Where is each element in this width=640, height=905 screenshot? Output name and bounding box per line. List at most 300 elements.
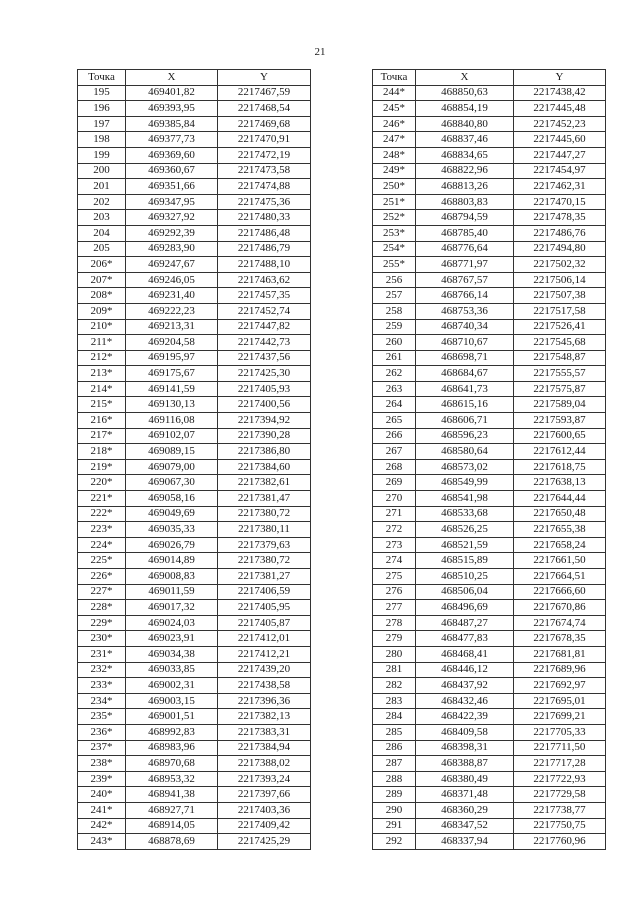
table-row (78, 397, 311, 413)
point-cell: 271 (373, 506, 416, 522)
table-row (78, 740, 311, 756)
point-cell: 232* (78, 662, 126, 678)
table-row (373, 179, 606, 195)
table-row (78, 459, 311, 475)
table-row (373, 459, 606, 475)
x-cell: 468767,57 (416, 272, 514, 288)
x-cell: 468837,46 (416, 132, 514, 148)
y-cell: 2217507,38 (514, 288, 606, 304)
table-row (78, 802, 311, 818)
x-cell: 468533,68 (416, 506, 514, 522)
point-cell: 240* (78, 787, 126, 803)
coordinates-table-left (77, 69, 311, 850)
table-row (373, 818, 606, 834)
y-cell: 2217445,48 (514, 101, 606, 117)
point-cell: 266 (373, 428, 416, 444)
point-cell: 219* (78, 459, 126, 475)
y-cell: 2217447,27 (514, 147, 606, 163)
x-cell: 469401,82 (126, 85, 218, 101)
x-cell: 469023,91 (126, 631, 218, 647)
y-cell: 2217467,59 (218, 85, 311, 101)
point-cell: 288 (373, 771, 416, 787)
table-row (373, 678, 606, 694)
y-cell: 2217506,14 (514, 272, 606, 288)
x-cell: 468840,80 (416, 116, 514, 132)
y-cell: 2217670,86 (514, 600, 606, 616)
point-cell: 202 (78, 194, 126, 210)
point-cell: 231* (78, 646, 126, 662)
table-row (78, 553, 311, 569)
x-cell: 469008,83 (126, 569, 218, 585)
point-cell: 234* (78, 693, 126, 709)
point-cell: 200 (78, 163, 126, 179)
point-cell: 292 (373, 834, 416, 850)
y-cell: 2217729,58 (514, 787, 606, 803)
y-cell: 2217486,48 (218, 225, 311, 241)
point-cell: 279 (373, 631, 416, 647)
point-cell: 253* (373, 225, 416, 241)
point-cell: 274 (373, 553, 416, 569)
y-cell: 2217575,87 (514, 381, 606, 397)
table-row (373, 740, 606, 756)
x-cell: 469001,51 (126, 709, 218, 725)
y-cell: 2217502,32 (514, 257, 606, 273)
table-row (78, 771, 311, 787)
table-row (78, 569, 311, 585)
table-row (373, 225, 606, 241)
table-row (78, 225, 311, 241)
table-row (373, 319, 606, 335)
x-cell: 468878,69 (126, 834, 218, 850)
y-cell: 2217711,50 (514, 740, 606, 756)
x-cell: 468753,36 (416, 303, 514, 319)
y-cell: 2217664,51 (514, 569, 606, 585)
table-row (78, 475, 311, 491)
y-cell: 2217692,97 (514, 678, 606, 694)
table-row (373, 241, 606, 257)
point-cell: 220* (78, 475, 126, 491)
point-cell: 256 (373, 272, 416, 288)
point-cell: 229* (78, 615, 126, 631)
table-header-row (78, 70, 311, 86)
table-row (373, 147, 606, 163)
x-cell: 469079,00 (126, 459, 218, 475)
table-row (373, 132, 606, 148)
x-cell: 469327,92 (126, 210, 218, 226)
y-cell: 2217386,80 (218, 444, 311, 460)
point-cell: 257 (373, 288, 416, 304)
table-row (373, 631, 606, 647)
point-cell: 244* (373, 85, 416, 101)
y-cell: 2217406,59 (218, 584, 311, 600)
y-cell: 2217717,28 (514, 756, 606, 772)
table-body-right (373, 85, 606, 849)
table-row (78, 787, 311, 803)
x-cell: 468776,64 (416, 241, 514, 257)
y-cell: 2217545,68 (514, 335, 606, 351)
x-cell: 469049,69 (126, 506, 218, 522)
point-cell: 227* (78, 584, 126, 600)
y-cell: 2217396,36 (218, 693, 311, 709)
table-row (78, 646, 311, 662)
point-cell: 198 (78, 132, 126, 148)
y-cell: 2217658,24 (514, 537, 606, 553)
x-cell: 468813,26 (416, 179, 514, 195)
x-cell: 469058,16 (126, 491, 218, 507)
y-cell: 2217655,38 (514, 522, 606, 538)
x-cell: 468409,58 (416, 724, 514, 740)
x-cell: 469034,38 (126, 646, 218, 662)
y-cell: 2217681,81 (514, 646, 606, 662)
table-row (373, 834, 606, 850)
y-cell: 2217383,31 (218, 724, 311, 740)
x-cell: 469204,58 (126, 335, 218, 351)
point-cell: 252* (373, 210, 416, 226)
point-cell: 225* (78, 553, 126, 569)
y-cell: 2217650,48 (514, 506, 606, 522)
y-cell: 2217470,91 (218, 132, 311, 148)
x-cell: 468615,16 (416, 397, 514, 413)
x-cell: 469067,30 (126, 475, 218, 491)
point-cell: 210* (78, 319, 126, 335)
point-cell: 239* (78, 771, 126, 787)
table-row (373, 491, 606, 507)
point-cell: 267 (373, 444, 416, 460)
table-row (78, 194, 311, 210)
point-cell: 213* (78, 366, 126, 382)
y-cell: 2217488,10 (218, 257, 311, 273)
y-cell: 2217463,62 (218, 272, 311, 288)
header-x: X (416, 70, 514, 86)
table-row (373, 537, 606, 553)
y-cell: 2217403,36 (218, 802, 311, 818)
x-cell: 468337,94 (416, 834, 514, 850)
x-cell: 469024,03 (126, 615, 218, 631)
point-cell: 199 (78, 147, 126, 163)
y-cell: 2217589,04 (514, 397, 606, 413)
table-row (373, 693, 606, 709)
x-cell: 468970,68 (126, 756, 218, 772)
y-cell: 2217405,93 (218, 381, 311, 397)
y-cell: 2217382,61 (218, 475, 311, 491)
table-row (373, 787, 606, 803)
y-cell: 2217480,33 (218, 210, 311, 226)
x-cell: 469175,67 (126, 366, 218, 382)
point-cell: 285 (373, 724, 416, 740)
y-cell: 2217644,44 (514, 491, 606, 507)
x-cell: 469369,60 (126, 147, 218, 163)
y-cell: 2217555,57 (514, 366, 606, 382)
point-cell: 224* (78, 537, 126, 553)
table-row (78, 147, 311, 163)
table-row (78, 834, 311, 850)
x-cell: 468822,96 (416, 163, 514, 179)
table-row (373, 381, 606, 397)
x-cell: 468510,25 (416, 569, 514, 585)
point-cell: 195 (78, 85, 126, 101)
table-row (373, 85, 606, 101)
point-cell: 258 (373, 303, 416, 319)
table-row (78, 179, 311, 195)
point-cell: 238* (78, 756, 126, 772)
table-row (373, 615, 606, 631)
y-cell: 2217405,87 (218, 615, 311, 631)
y-cell: 2217437,56 (218, 350, 311, 366)
point-cell: 286 (373, 740, 416, 756)
x-cell: 469385,84 (126, 116, 218, 132)
x-cell: 468573,02 (416, 459, 514, 475)
point-cell: 243* (78, 834, 126, 850)
x-cell: 468580,64 (416, 444, 514, 460)
y-cell: 2217409,42 (218, 818, 311, 834)
x-cell: 468941,38 (126, 787, 218, 803)
y-cell: 2217661,50 (514, 553, 606, 569)
x-cell: 469347,95 (126, 194, 218, 210)
x-cell: 468515,89 (416, 553, 514, 569)
y-cell: 2217674,74 (514, 615, 606, 631)
y-cell: 2217462,31 (514, 179, 606, 195)
point-cell: 273 (373, 537, 416, 553)
x-cell: 468794,59 (416, 210, 514, 226)
table-row (78, 241, 311, 257)
x-cell: 468803,83 (416, 194, 514, 210)
x-cell: 468388,87 (416, 756, 514, 772)
table-row (78, 506, 311, 522)
header-y: Y (514, 70, 606, 86)
table-row (78, 319, 311, 335)
table-row (373, 257, 606, 273)
y-cell: 2217381,27 (218, 569, 311, 585)
point-cell: 276 (373, 584, 416, 600)
y-cell: 2217439,20 (218, 662, 311, 678)
x-cell: 469011,59 (126, 584, 218, 600)
x-cell: 469283,90 (126, 241, 218, 257)
x-cell: 468506,04 (416, 584, 514, 600)
x-cell: 468347,52 (416, 818, 514, 834)
x-cell: 469231,40 (126, 288, 218, 304)
point-cell: 270 (373, 491, 416, 507)
table-row (78, 662, 311, 678)
point-cell: 197 (78, 116, 126, 132)
point-cell: 230* (78, 631, 126, 647)
point-cell: 248* (373, 147, 416, 163)
x-cell: 468684,67 (416, 366, 514, 382)
x-cell: 468422,39 (416, 709, 514, 725)
point-cell: 233* (78, 678, 126, 694)
table-row (78, 724, 311, 740)
x-cell: 468850,63 (416, 85, 514, 101)
point-cell: 291 (373, 818, 416, 834)
y-cell: 2217382,13 (218, 709, 311, 725)
x-cell: 468740,34 (416, 319, 514, 335)
point-cell: 277 (373, 600, 416, 616)
y-cell: 2217425,30 (218, 366, 311, 382)
x-cell: 468446,12 (416, 662, 514, 678)
header-point: Точка (78, 70, 126, 86)
x-cell: 468785,40 (416, 225, 514, 241)
point-cell: 262 (373, 366, 416, 382)
table-row (78, 537, 311, 553)
table-row (373, 756, 606, 772)
table-row (78, 756, 311, 772)
y-cell: 2217469,68 (218, 116, 311, 132)
point-cell: 275 (373, 569, 416, 585)
y-cell: 2217390,28 (218, 428, 311, 444)
y-cell: 2217381,47 (218, 491, 311, 507)
y-cell: 2217452,23 (514, 116, 606, 132)
y-cell: 2217494,80 (514, 241, 606, 257)
point-cell: 208* (78, 288, 126, 304)
table-row (373, 335, 606, 351)
table-row (373, 444, 606, 460)
y-cell: 2217474,88 (218, 179, 311, 195)
y-cell: 2217384,94 (218, 740, 311, 756)
y-cell: 2217695,01 (514, 693, 606, 709)
y-cell: 2217638,13 (514, 475, 606, 491)
point-cell: 235* (78, 709, 126, 725)
table-row (78, 693, 311, 709)
point-cell: 281 (373, 662, 416, 678)
point-cell: 284 (373, 709, 416, 725)
point-cell: 254* (373, 241, 416, 257)
x-cell: 469026,79 (126, 537, 218, 553)
point-cell: 269 (373, 475, 416, 491)
point-cell: 206* (78, 257, 126, 273)
table-row (373, 350, 606, 366)
page-number: 21 (314, 46, 326, 58)
header-y: Y (218, 70, 311, 86)
point-cell: 282 (373, 678, 416, 694)
table-row (78, 350, 311, 366)
table-row (78, 600, 311, 616)
table-body-left (78, 85, 311, 849)
y-cell: 2217689,96 (514, 662, 606, 678)
point-cell: 218* (78, 444, 126, 460)
x-cell: 468927,71 (126, 802, 218, 818)
x-cell: 469002,31 (126, 678, 218, 694)
x-cell: 468641,73 (416, 381, 514, 397)
table-row (373, 428, 606, 444)
x-cell: 469003,15 (126, 693, 218, 709)
coordinates-table-right (372, 69, 606, 850)
point-cell: 237* (78, 740, 126, 756)
point-cell: 247* (373, 132, 416, 148)
table-row (373, 303, 606, 319)
table-row (373, 569, 606, 585)
point-cell: 209* (78, 303, 126, 319)
x-cell: 469130,13 (126, 397, 218, 413)
table-row (373, 272, 606, 288)
table-row (373, 288, 606, 304)
point-cell: 228* (78, 600, 126, 616)
table-row (373, 662, 606, 678)
x-cell: 469033,85 (126, 662, 218, 678)
table-row (373, 210, 606, 226)
table-row (78, 303, 311, 319)
point-cell: 241* (78, 802, 126, 818)
y-cell: 2217722,93 (514, 771, 606, 787)
point-cell: 268 (373, 459, 416, 475)
point-cell: 242* (78, 818, 126, 834)
y-cell: 2217457,35 (218, 288, 311, 304)
x-cell: 469377,73 (126, 132, 218, 148)
x-cell: 468380,49 (416, 771, 514, 787)
y-cell: 2217380,72 (218, 506, 311, 522)
y-cell: 2217472,19 (218, 147, 311, 163)
point-cell: 211* (78, 335, 126, 351)
x-cell: 468766,14 (416, 288, 514, 304)
y-cell: 2217384,60 (218, 459, 311, 475)
table-row (373, 522, 606, 538)
x-cell: 468432,46 (416, 693, 514, 709)
point-cell: 205 (78, 241, 126, 257)
point-cell: 272 (373, 522, 416, 538)
y-cell: 2217618,75 (514, 459, 606, 475)
y-cell: 2217593,87 (514, 413, 606, 429)
table-row (78, 491, 311, 507)
table-row (373, 366, 606, 382)
y-cell: 2217405,95 (218, 600, 311, 616)
y-cell: 2217486,79 (218, 241, 311, 257)
point-cell: 226* (78, 569, 126, 585)
table-row (373, 163, 606, 179)
point-cell: 245* (373, 101, 416, 117)
table-row (373, 101, 606, 117)
x-cell: 468914,05 (126, 818, 218, 834)
point-cell: 236* (78, 724, 126, 740)
table-row (373, 646, 606, 662)
x-cell: 468698,71 (416, 350, 514, 366)
point-cell: 289 (373, 787, 416, 803)
table-row (78, 818, 311, 834)
x-cell: 468371,48 (416, 787, 514, 803)
table-row (78, 85, 311, 101)
x-cell: 468596,23 (416, 428, 514, 444)
y-cell: 2217388,02 (218, 756, 311, 772)
y-cell: 2217738,77 (514, 802, 606, 818)
point-cell: 249* (373, 163, 416, 179)
point-cell: 214* (78, 381, 126, 397)
point-cell: 280 (373, 646, 416, 662)
y-cell: 2217666,60 (514, 584, 606, 600)
y-cell: 2217438,42 (514, 85, 606, 101)
table-row (78, 631, 311, 647)
y-cell: 2217380,72 (218, 553, 311, 569)
y-cell: 2217412,01 (218, 631, 311, 647)
x-cell: 469360,67 (126, 163, 218, 179)
y-cell: 2217400,56 (218, 397, 311, 413)
y-cell: 2217442,73 (218, 335, 311, 351)
x-cell: 468477,83 (416, 631, 514, 647)
point-cell: 196 (78, 101, 126, 117)
table-row (373, 506, 606, 522)
table-row (373, 397, 606, 413)
x-cell: 468606,71 (416, 413, 514, 429)
y-cell: 2217486,76 (514, 225, 606, 241)
point-cell: 246* (373, 116, 416, 132)
table-row (373, 116, 606, 132)
x-cell: 468526,25 (416, 522, 514, 538)
table-row (78, 163, 311, 179)
table-row (78, 101, 311, 117)
x-cell: 468771,97 (416, 257, 514, 273)
y-cell: 2217380,11 (218, 522, 311, 538)
point-cell: 255* (373, 257, 416, 273)
x-cell: 468398,31 (416, 740, 514, 756)
table-row (78, 413, 311, 429)
table-row (78, 288, 311, 304)
table-row (78, 366, 311, 382)
